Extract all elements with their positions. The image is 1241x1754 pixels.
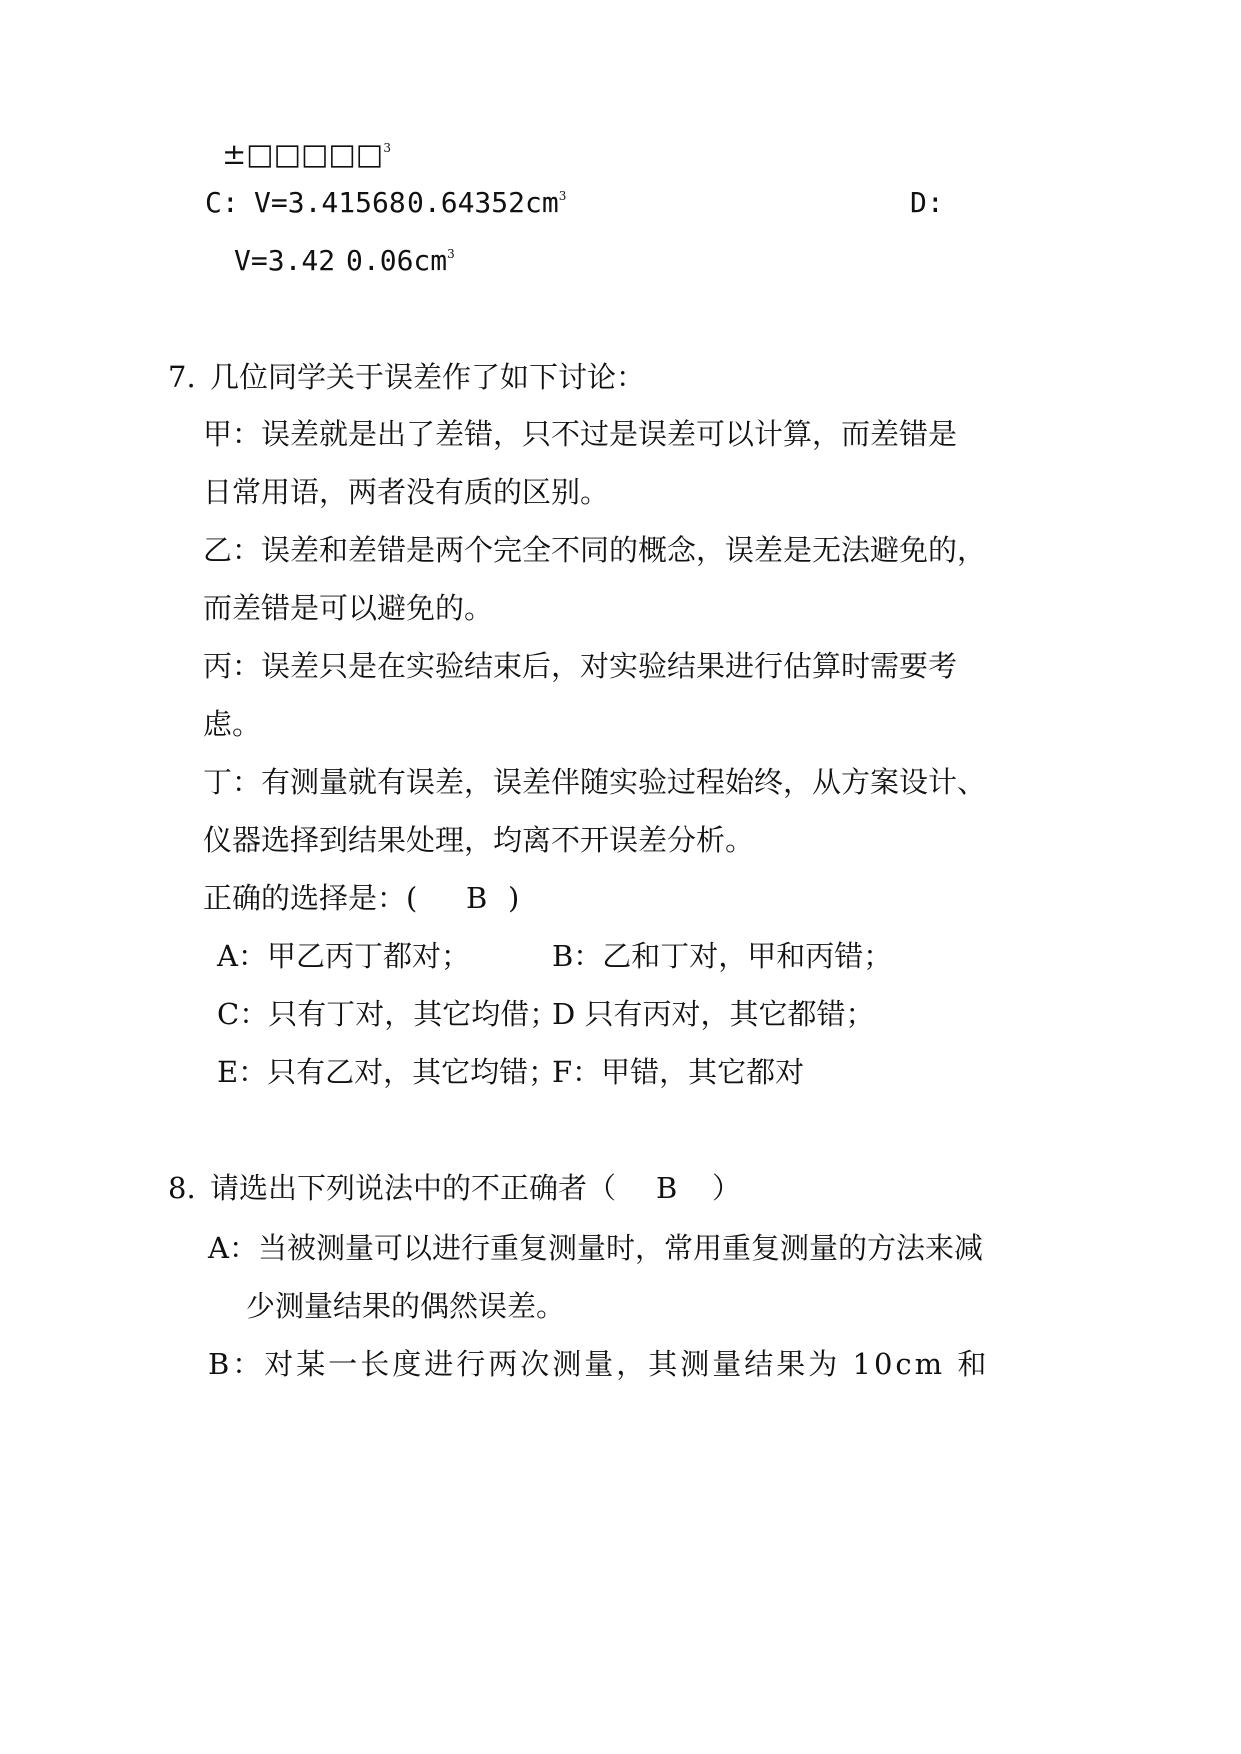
q7-option-b: B：乙和丁对，甲和丙错； xyxy=(552,939,893,973)
q6-option-d-superscript: 3 xyxy=(447,247,455,261)
q6-option-c xyxy=(205,184,239,220)
q6-option-c-error-wrap xyxy=(407,184,566,220)
q6-option-c-superscript: 3 xyxy=(558,189,567,203)
q7-option-e: E：只有乙对，其它均错； xyxy=(217,1055,558,1089)
q6-option-c-value-wrap xyxy=(254,184,406,220)
q6-option-d-error-wrap xyxy=(346,242,455,278)
q7-stem: 几位同学关于误差作了如下讨论： xyxy=(210,360,646,394)
q7-option-a: A：甲乙丙丁都对； xyxy=(217,939,470,973)
q8-stem: 请选出下列说法中的不正确者（ xyxy=(210,1171,617,1205)
q6-option-d-label: D: xyxy=(910,186,944,219)
q7-bing-line1: 丙：误差只是在实验结束后，对实验结果进行估算时需要考 xyxy=(203,649,958,683)
q7-option-d: D 只有丙对，其它都错； xyxy=(552,997,875,1031)
q7-option-c: C：只有丁对，其它均借； xyxy=(217,997,559,1031)
q7-yi-line1: 乙：误差和差错是两个完全不同的概念，误差是无法避免的， xyxy=(203,533,987,567)
q8-option-b-line1: B：对某一长度进行两次测量，其测量结果为 10cm 和 xyxy=(208,1347,990,1381)
q6-option-d-value: V=3.42 xyxy=(234,244,336,277)
q7-ding-line1: 丁：有测量就有误差，误差伴随实验过程始终，从方案设计、 xyxy=(203,765,987,799)
q8-answer-close: ） xyxy=(712,1171,742,1205)
q6-option-b-tail xyxy=(222,136,391,172)
q8-option-a-line1: A：当被测量可以进行重复测量时，常用重复测量的方法来减 xyxy=(208,1231,983,1265)
q7-yi-line2: 而差错是可以避免的。 xyxy=(203,591,494,625)
q8-number: 8. xyxy=(168,1171,196,1205)
q7-number xyxy=(168,359,196,395)
q7-jia-line1: 甲：误差就是出了差错，只不过是误差可以计算，而差错是 xyxy=(203,417,958,451)
q8-option-a-line2: 少测量结果的偶然误差。 xyxy=(246,1289,566,1323)
q6-option-b-tail-superscript: 3 xyxy=(383,141,391,155)
q6-option-d xyxy=(910,184,944,220)
q7-bing-line2: 虑。 xyxy=(203,707,262,741)
q7-ding-line2: 仪器选择到结果处理，均离不开误差分析。 xyxy=(203,823,755,857)
q6-option-d-error: 0.06cm xyxy=(346,244,448,277)
q6-option-d-value-wrap xyxy=(234,242,335,278)
q6-option-c-label: C: xyxy=(205,186,239,219)
q6-option-c-value: V=3.41568 xyxy=(254,186,406,219)
q7-answer-close: ) xyxy=(508,881,520,915)
q7-answer-prompt: 正确的选择是：( xyxy=(203,881,418,915)
q7-jia-line2: 日常用语，两者没有质的区别。 xyxy=(203,475,610,509)
q6-option-c-error: 0.64352cm xyxy=(407,186,559,219)
q6-option-b-tail-text: ±□□□□□ xyxy=(222,137,384,171)
q7-option-f: F：甲错，其它都对 xyxy=(552,1055,805,1089)
q7-number-text: 7. xyxy=(168,360,196,394)
q8-answer: B xyxy=(656,1171,678,1205)
q7-answer: B xyxy=(466,881,488,915)
